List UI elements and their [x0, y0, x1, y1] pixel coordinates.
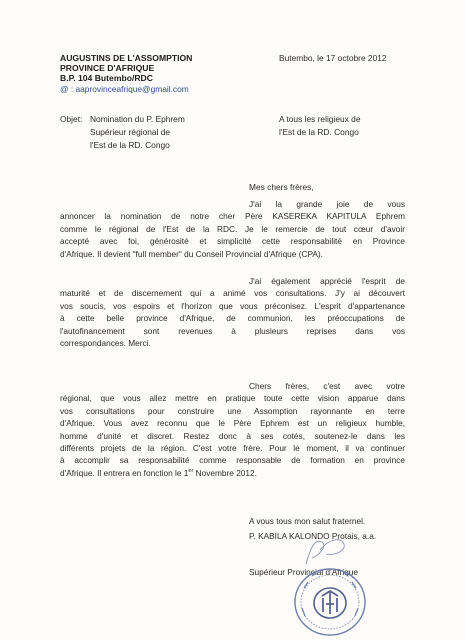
greeting: Mes chers frères, — [249, 182, 314, 192]
org-email: @ : aaprovinceafrique@gmail.com — [60, 84, 189, 94]
org-province: PROVINCE D'AFRIQUE — [60, 63, 155, 73]
closing-salutation: A vous tous mon salut fraternel. — [249, 516, 366, 526]
p2-line: à cette belle province d'Afrique, de communion, les préoccupations de — [60, 313, 405, 324]
p3-line: vos consultations pour construire une Assomption rayonnante en terre — [60, 405, 405, 416]
p2-line: correspondances. Merci. — [60, 338, 151, 349]
recipient-line1: A tous les religieux de — [279, 114, 361, 124]
p1-line: J'ai la grande joie de vous — [249, 199, 405, 209]
p3-line: différents projets de la région. C'est votre frère. Pour le moment, il va continuer — [60, 443, 405, 454]
p3-line-last — [60, 467, 405, 479]
subject-line3: l'Est de la RD. Congo — [90, 140, 170, 150]
signer-title: Supérieur Provincial d'Afrique — [249, 567, 359, 577]
paragraph-2 — [60, 275, 405, 349]
p3-line: Chers frères, c'est avec votre — [249, 381, 405, 391]
p2-line: vos soucis, vos espoirs et l'horizon que vous préconisez. L'esprit d'appartenance — [60, 300, 405, 311]
subject-line1: Nomination du P. Ephrem — [90, 114, 185, 124]
p3-last-date: Novembre 2012. — [193, 467, 257, 478]
p2-line: l'autofinancement sont revenues à plusieurs reprises dans vos — [60, 325, 405, 336]
p1-line: comme le régional de l'Est de la RDC. Je le remercie de tout cœur d'avoir — [60, 223, 405, 234]
p3-last-text: d'Afrique. Il entrera en fonction le 1 — [60, 467, 189, 478]
p3-line: régional, que vous allez mettre en pratique toute cette vision apparue dans — [60, 393, 405, 404]
p1-line: annoncer la nomination de notre cher Père KASEREKA KAPITULA Ephrem — [60, 211, 405, 222]
place-date: Butembo, le 17 octobre 2012 — [279, 53, 387, 63]
paragraph-3 — [60, 380, 405, 479]
ordinal-suffix: er — [188, 468, 194, 475]
recipient-line2: l'Est de la RD. Congo — [279, 127, 359, 137]
subject-label: Objet: — [60, 114, 83, 124]
p1-line: accepté avec foi, générosité et simplicité cette responsabilité en Province — [60, 236, 405, 247]
p2-line: maturité et de discernement qui a animé vos consultations. J'y ai découvert — [60, 288, 405, 299]
signer-name: P. KABILA KALONDO Protais, a.a. — [249, 531, 377, 541]
p3-line: homme d'unité et discret. Restez donc à ses cotés, soutenez-le dans les — [60, 430, 405, 441]
org-name: AUGUSTINS DE L'ASSOMPTION — [60, 53, 193, 63]
org-address: B.P. 104 Butembo/RDC — [60, 73, 153, 83]
p3-line: à accomplir sa responsabilité comme responsable de formation en province — [60, 455, 405, 466]
subject-line2: Supérieur régional de — [90, 127, 171, 137]
handwritten-signature — [300, 530, 350, 570]
p2-line: J'ai également apprécié l'esprit de — [249, 276, 405, 286]
provincial-seal-stamp — [292, 566, 368, 638]
paragraph-1 — [60, 198, 405, 260]
p1-line: d'Afrique. Il devient "full member" du Conseil Provincial d'Afrique (CPA). — [60, 248, 323, 259]
p3-line: d'Afrique. Vous avez reconnu que le Père Ephrem est un religieux humble, — [60, 418, 405, 429]
